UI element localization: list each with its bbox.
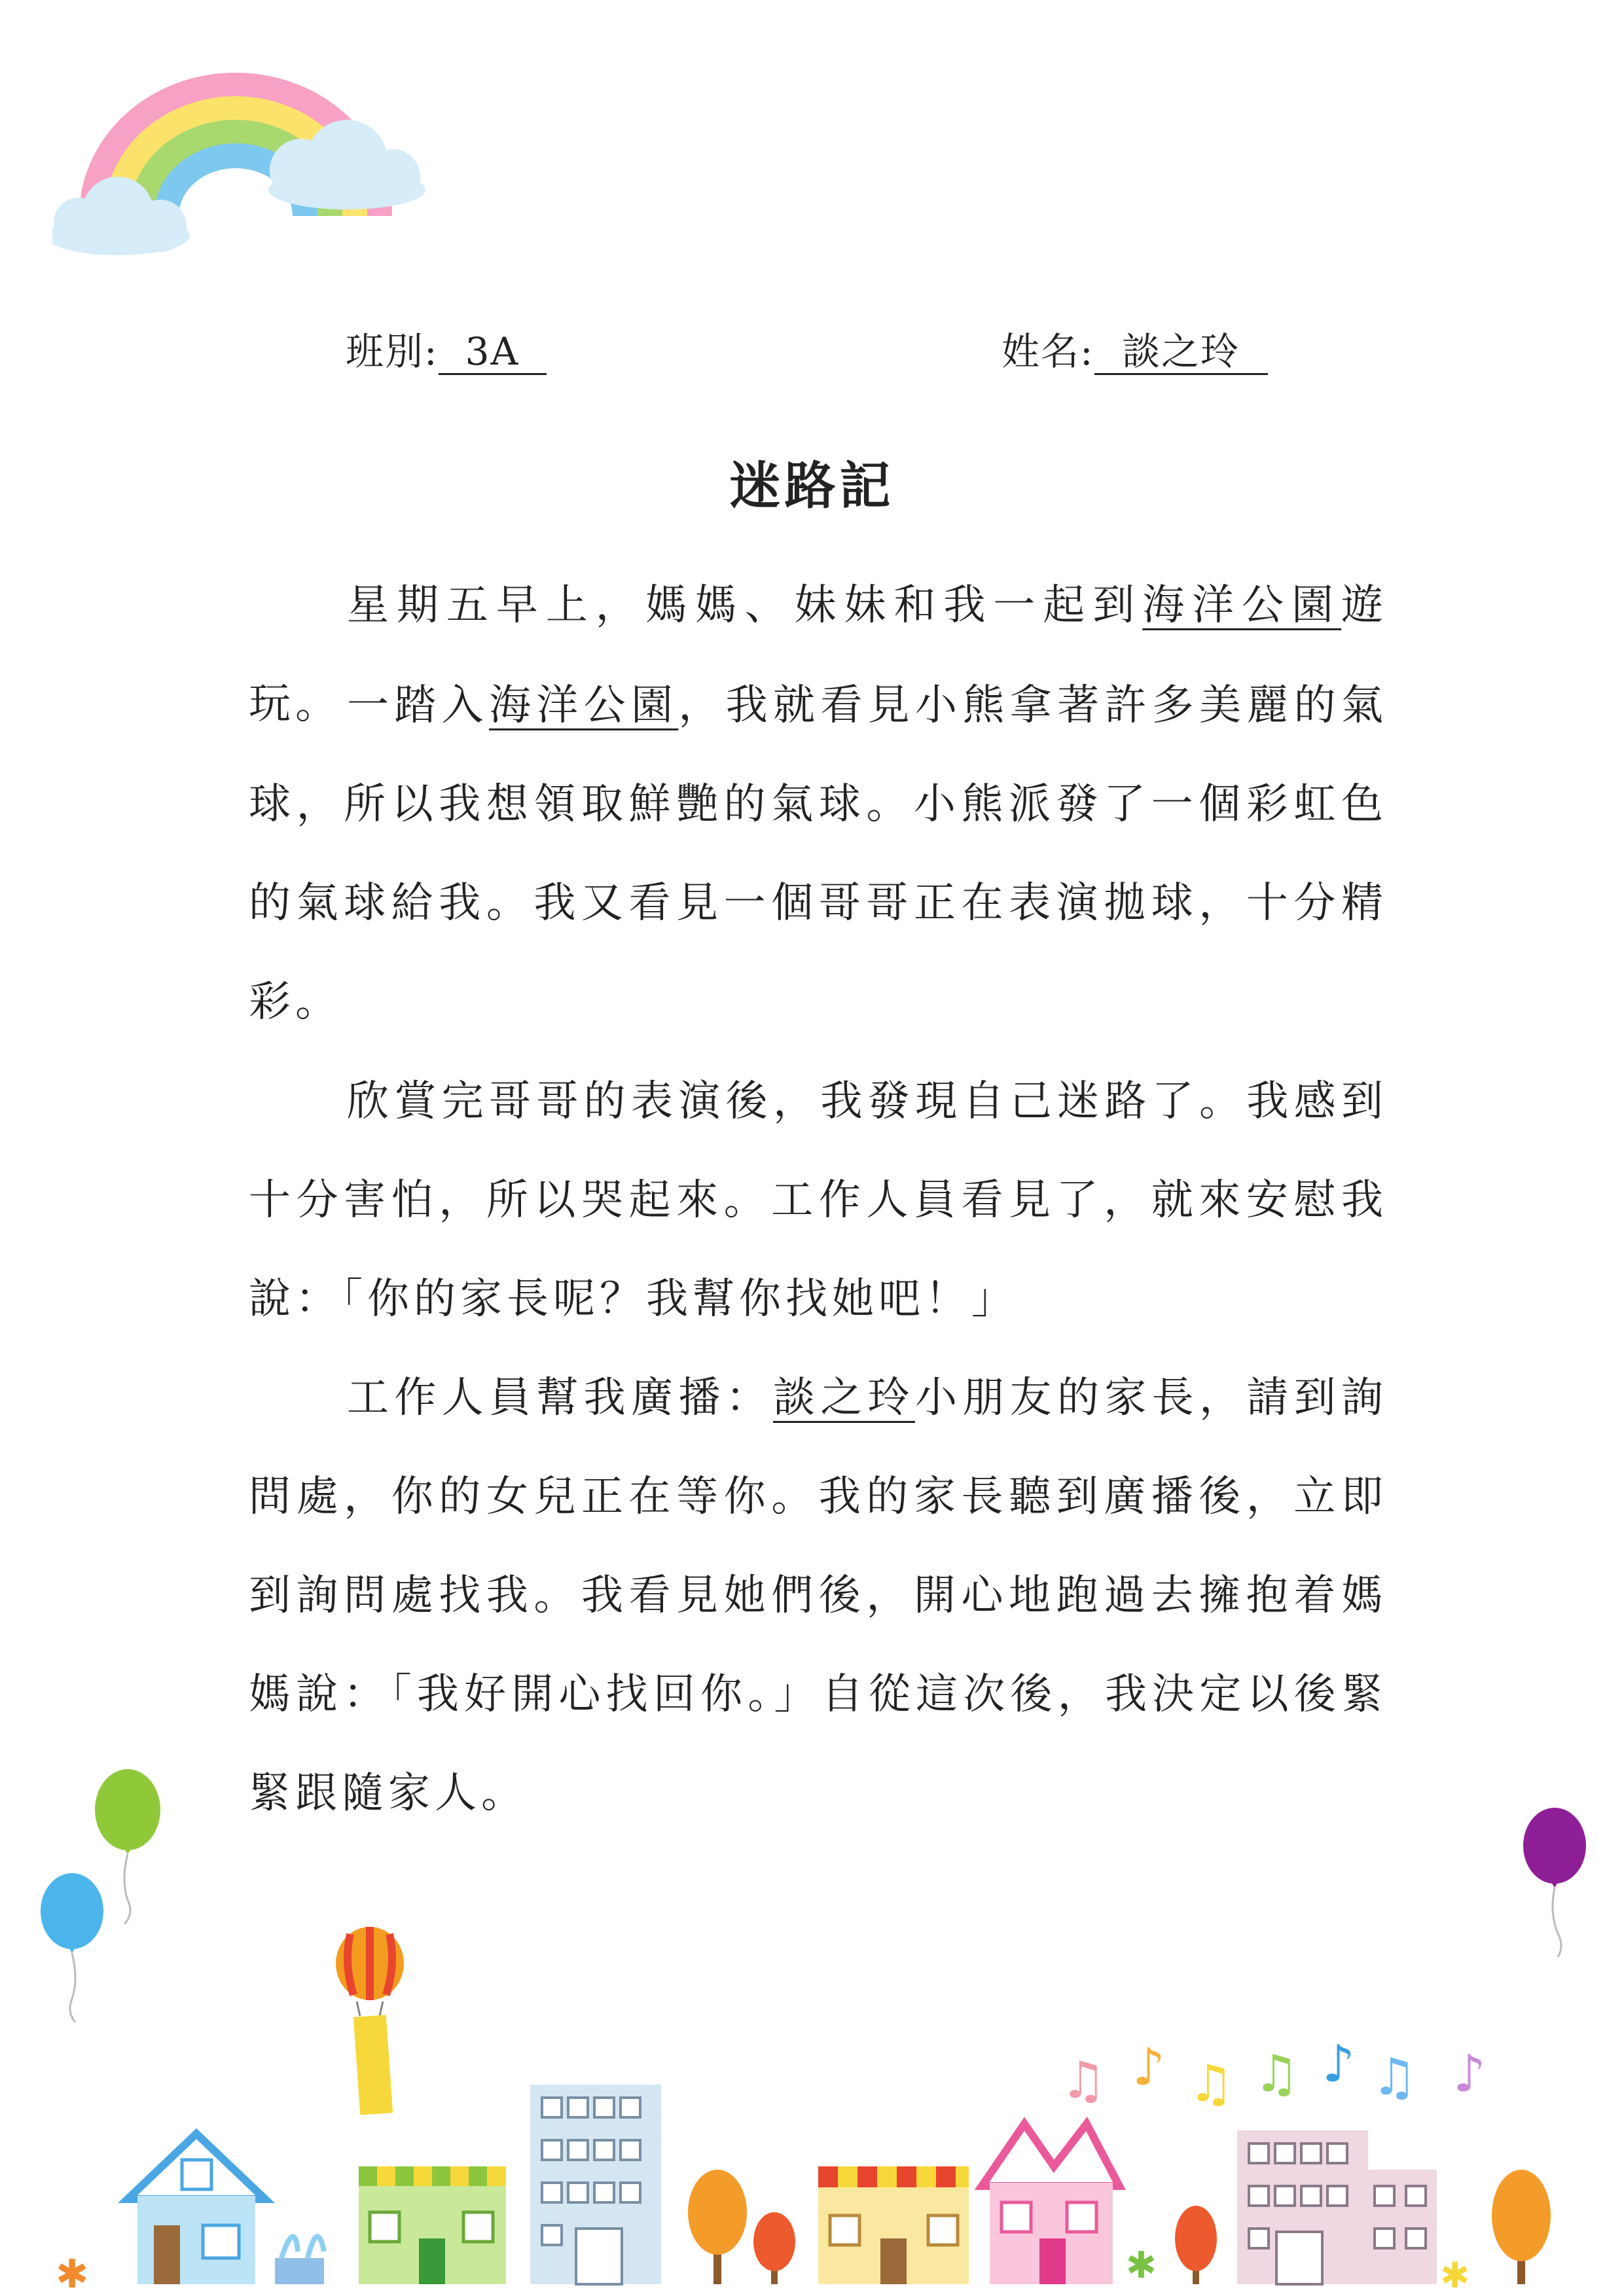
class-field [346, 321, 547, 376]
text-segment: 遊玩。 [249, 581, 1388, 728]
class-value: 3A [439, 331, 547, 375]
place-name: 海洋公園 [489, 681, 679, 730]
class-label: 班別: [346, 329, 439, 374]
svg-text:♪: ♪ [1453, 2045, 1486, 2104]
svg-text:♪: ♪ [1322, 2035, 1355, 2094]
svg-text:♫: ♫ [1060, 2051, 1106, 2110]
text-segment: ，我就看見小熊拿著許多美麗的氣球，所以我想領取鮮艷的氣球。小熊派發了一個彩虹色的氣球給我。我又看見一個哥哥正在表演拋球，十分精彩。 [249, 681, 1388, 1026]
town-skyline-illustration [0, 2062, 1624, 2296]
blue-balloon-icon [36, 1872, 121, 2022]
text-segment: 星期五早上，媽媽、妹妹和我一起到 [347, 581, 1143, 630]
svg-text:♫: ♫ [1254, 2045, 1299, 2104]
svg-text:✱: ✱ [1126, 2244, 1157, 2287]
text-segment: 欣賞完哥哥的表演後，我發現自己迷路了。我感到十分害怕，所以哭起來。工作人員看見了，就來安慰我說：「你的家長呢？我幫你找她吧！」 [249, 1077, 1388, 1323]
name-field [1001, 321, 1268, 376]
svg-text:♪: ♪ [1132, 2038, 1165, 2097]
text-segment: 小朋友的家長，請到詢問處，你的女兒正在等你。我的家長聽到廣播後，立即到詢問處找我。我看見她們後，開心地跑過去擁抱着媽媽說：「我好開心找回你。」自從這次後，我決定以後緊緊跟隨家人。 [249, 1374, 1388, 1818]
paragraph-3 [249, 1052, 1388, 1349]
svg-text:♫: ♫ [1371, 2048, 1417, 2107]
text-segment: 一踏入 [347, 681, 489, 730]
svg-text:✱: ✱ [56, 2251, 89, 2296]
page-title: 迷路記 [729, 456, 895, 516]
student-name: 談之玲 [773, 1374, 915, 1422]
svg-text:♫: ♫ [1188, 2054, 1234, 2113]
rainbow-icon [52, 52, 445, 268]
place-name: 海洋公園 [1142, 581, 1342, 630]
paragraph-2 [249, 656, 1388, 1052]
text-segment: 工作人員幫我廣播： [347, 1374, 773, 1422]
paragraph-4 [249, 1349, 1388, 1843]
name-value: 談之玲 [1094, 331, 1268, 375]
svg-text:✱: ✱ [1440, 2255, 1470, 2296]
name-label: 姓名: [1001, 329, 1094, 374]
purple-balloon-icon [1512, 1806, 1604, 1964]
